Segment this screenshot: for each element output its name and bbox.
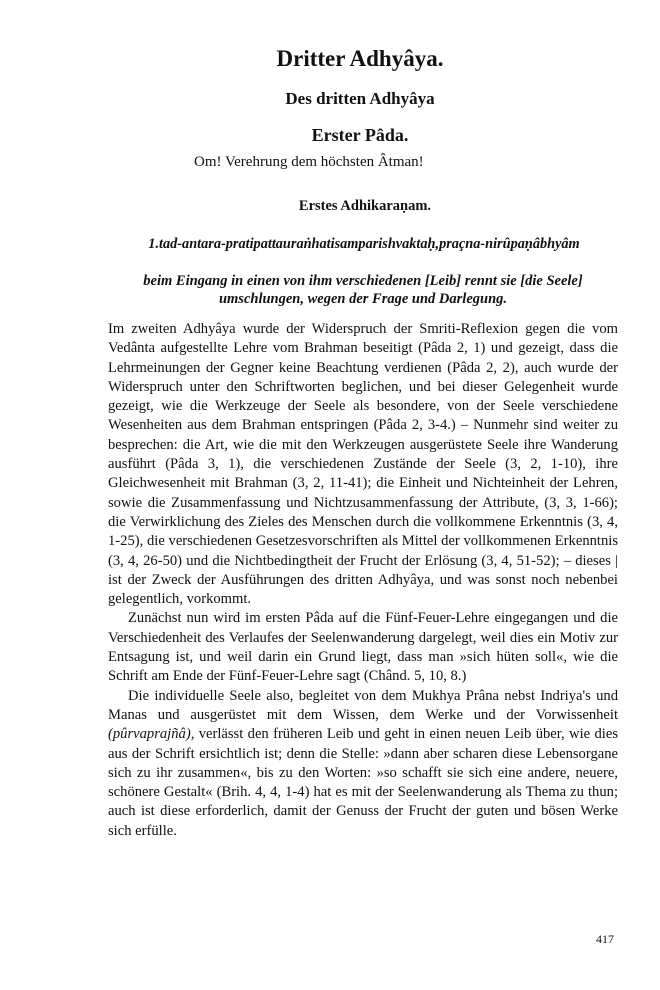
paragraph-3-part-2: verlässt den früheren Leib und geht in einen neuen Leib über, wie dies aus der Schrift ersichtlich ist; denn die Stelle: »dann aber scharen diese Lebensorgane sich zu ihr zusammen«, bis zu den Worten: »so schafft sie sich eine andere, neuere, schönere Gestalt« (Brih. 4, 4, 1-4) hat es mit der Seelenwanderung als Thema zu thun; auch ist diese erforderlich, damit der Genuss der Frucht der guten und bösen Werke sich erfülle. xyxy=(108,726,618,839)
sutra-translation: beim Eingang in einen von ihm verschiedenen [Leib] rennt sie [die Seele] umschlungen, wegen der Frage und Darlegung. xyxy=(143,273,583,307)
chapter-subtitle: Des dritten Adhyâya xyxy=(285,89,435,108)
section-heading: Erstes Adhikaraṇam. xyxy=(298,198,432,214)
sutra-text: 1.tad-antara-pratipattauraṅhatisamparishvaktaḥ,praçna-nirûpaṇâbhyâm xyxy=(148,236,580,252)
body-text xyxy=(108,320,618,841)
chapter-title: Dritter Adhyâya. xyxy=(276,46,444,71)
paragraph-3 xyxy=(108,687,618,841)
paragraph-3-part-1: Die individuelle Seele also, begleitet von dem Mukhya Prâna nebst Indriya's und Manas und ausgerüstet mit dem Wissen, dem Werke und der Vorwissenheit xyxy=(108,687,618,723)
page-number: 417 xyxy=(596,932,614,946)
sanskrit-term: (pûrvaprajñâ), xyxy=(108,726,195,743)
invocation: Om! Verehrung dem höchsten Âtman! xyxy=(194,154,424,170)
paragraph-1: Im zweiten Adhyâya wurde der Widerspruch der Smriti-Reflexion gegen die vom Vedânta aufgestellte Lehre vom Brahman beseitigt (Pâda 2, 1) und gezeigt, dass die Lehrmeinungen der Gegner keine Beachtung verdienen (Pâda 2, 2), auch wurde der Widerspruch unter den Schriftworten beglichen, und bei dieser Gelegenheit wurde gezeigt, wie die Werkzeuge der Seele als besondere, von der Seele verschiedene Wesenheiten aus dem Brahman entspringen (Pâda 2, 3-4.) – Nunmehr sind weiter zu besprechen: die Art, wie die mit den Werkzeugen ausgerüstete Seele ihre Wanderung ausführt (Pâda 3, 1), die verschiedenen Zustände der Seele (3, 2, 1-10), ihre Gleichwesenheit mit Brahman (3, 2, 11-41); die Einheit und Nichteinheit der Lehren, sowie die Zusammenfassung und Nichtzusammenfassung der Attribute, (3, 3, 1-66); die Verwirklichung des Zieles des Menschen durch die vollkommene Erkenntnis (3, 4, 1-25), die verschiedenen Gesetzesvorschriften als Mittel der vollkommenen Erkenntnis (3, 4, 26-50) und die Nichtbedingtheit der Frucht der Erlösung (3, 4, 51-52); – dieses | ist der Zweck der Ausführungen des dritten Adhyâya, und was sonst noch nebenbei gelegentlich, vorkommt. xyxy=(108,321,618,608)
paragraph-2: Zunächst nun wird im ersten Pâda auf die Fünf-Feuer-Lehre eingegangen und die Verschiedenheit des Verlaufes der Seelenwanderung dargelegt, weil dies ein Motiv zur Entsagung ist, und weil darin ein Grund liegt, dass man »sich hüten soll«, wie die Schrift am Ende der Fünf-Feuer-Lehre sagt (Chând. 5, 10, 8.) xyxy=(108,610,618,685)
pada-heading: Erster Pâda. xyxy=(311,125,409,145)
